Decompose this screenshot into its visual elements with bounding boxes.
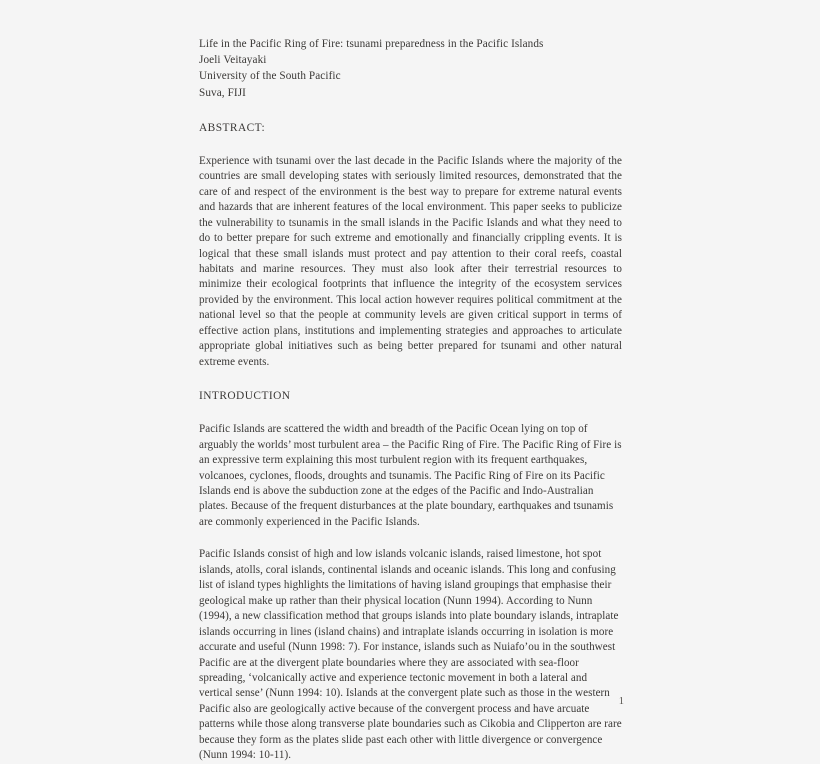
introduction-paragraph-2: Pacific Islands consist of high and low islands volcanic islands, raised limestone, hot spot islands, atolls, coral islands, continental islands and oceanic islands. This long and confusing list of island types highlights the limitations of having island groupings that emphasise their geological make up rather than their physical location (Nunn 1994). According to Nunn (1994), a new classification method that groups islands into plate boundary islands, intraplate islands occurring in lines (island chains) and intraplate islands occurring in isolation is more accurate and useful (Nunn 1998: 7). For instance, islands such as Nuiafo’ou in the southwest Pacific are at the divergent plate boundaries where they are associated with sea-floor spreading, ‘volcanically active and experience tectonic movement in both a lateral and vertical sense’ (Nunn 1994: 10). Islands at the convergent plate such as those in the western Pacific also are geologically active because of the convergent process and have arcuate patterns while those along transverse plate boundaries such as Cikobia and Clipperton are rare because they form as the plates slide past each other with little divergence or convergence (Nunn 1994: 10-11).: [199, 548, 622, 762]
author-affiliation: University of the South Pacific: [199, 70, 341, 83]
spacer: [199, 370, 622, 389]
title-block: [199, 36, 622, 101]
introduction-paragraph-1: Pacific Islands are scattered the width and breadth of the Pacific Ocean lying on top of arguably the worlds’ most turbulent area – the Pacific Ring of Fire. The Pacific Ring of Fire is an expressive term explaining this most turbulent region with its frequent earthquakes, volcanoes, cyclones, floods, droughts and tsunamis. The Pacific Ring of Fire on its Pacific Islands end is above the subduction zone at the edges of the Pacific and Indo-Australian plates. Because of the frequent disturbances at the plate boundary, earthquakes and tsunamis are commonly experienced in the Pacific Islands.: [199, 423, 622, 528]
document-body: [199, 36, 622, 764]
author-location: Suva, FIJI: [199, 86, 246, 99]
abstract-paragraph: Experience with tsunami over the last decade in the Pacific Islands where the majority of the countries are small developing states with seriously limited resources, demonstrated that the care of and respect of the environment is the best way to prepare for extreme natural events and hazards that are inherent features of the local environment. This paper seeks to publicize the vulnerability to tsunamis in the small islands in the Pacific Islands and what they need to do to better prepare for such extreme and emotionally and financially crippling events. It is logical that these small islands must protect and pay attention to their coral reefs, coastal habitats and marine resources. They must also look after their terrestrial resources to minimize their ecological footprints that influence the integrity of the ecosystem services provided by the environment. This local action however requires political commitment at the national level so that the people at community levels are given critical support in terms of effective action plans, institutions and implementing strategies and approaches to articulate appropriate global initiatives such as being better prepared for tsunami and other natural extreme events.: [199, 154, 622, 368]
abstract-heading: ABSTRACT:: [199, 121, 266, 134]
spacer: [199, 101, 622, 121]
introduction-heading: INTRODUCTION: [199, 390, 291, 403]
spacer: [199, 136, 622, 154]
spacer: [199, 404, 622, 422]
page-number: 1: [618, 696, 624, 707]
spacer: [199, 530, 622, 547]
author-name: Joeli Veitayaki: [199, 54, 267, 67]
paper-title: Life in the Pacific Ring of Fire: tsunami preparedness in the Pacific Islands: [199, 38, 544, 50]
